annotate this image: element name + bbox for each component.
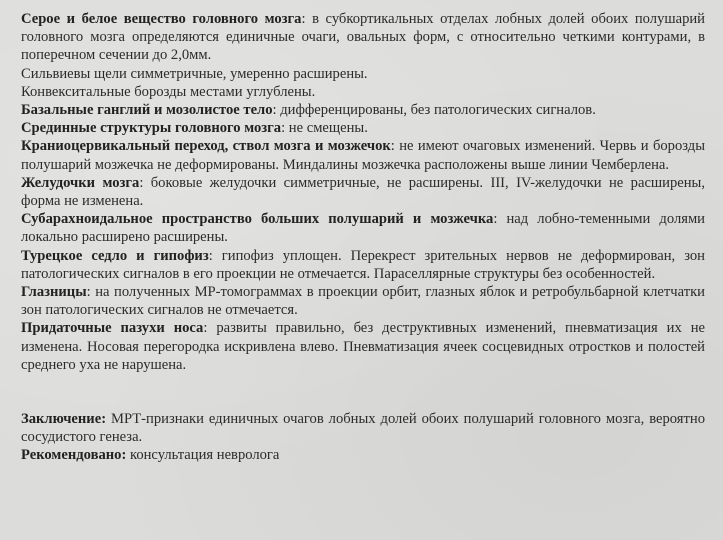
conclusion-label: Заключение: [21, 411, 107, 428]
section-label: Серое и белое вещество головного мозга [21, 11, 302, 27]
section-orbits [21, 283, 705, 319]
section-text: : на полученных МР-томограммах в проекции орбит, глазных яблок и ретробульбарной клетчатки зон патологических сигналов не отмечается. [21, 284, 705, 319]
conclusion-text: МРТ-признаки единичных очагов лобных долей обоих полушарий головного мозга, вероятно сосудистого генеза. [21, 411, 705, 446]
recommendation-label: Рекомендовано: [21, 447, 127, 464]
section-convexital-sulci [21, 83, 705, 101]
section-midline-structures [21, 119, 705, 137]
section-label: Турецкое седло и гипофиз [21, 247, 209, 264]
section-text: : развиты правильно, без деструктивных изменений, пневматизация их не изменена. Носовая перегородка искривлена влево. Пневматизация ячеек сосцевидных отростков и полостей среднего уха не нарушена. [21, 320, 705, 373]
section-label: Желудочки мозга [21, 174, 140, 191]
section-text: : дифференцированы, без патологических сигналов. [272, 102, 596, 119]
conclusion [21, 410, 705, 446]
section-label: Срединные структуры головного мозга [21, 120, 282, 137]
section-text: : боковые желудочки симметричные, не расширены. III, IV-желудочки не расширены, форма не изменена. [21, 174, 706, 210]
section-label: Краниоцервикальный переход, ствол мозга и мозжечок [21, 138, 391, 155]
section-subarachnoid [21, 210, 705, 246]
section-label: Придаточные пазухи носа [21, 320, 204, 337]
section-sylvian-fissures [21, 65, 705, 83]
section-text: : не имеют очаговых изменений. Червь и борозды полушарий мозжечка не деформированы. Миндалины мозжечка расположены выше линии Чемберлена. [21, 138, 705, 173]
section-label: Глазницы [21, 284, 87, 301]
section-basal-ganglia [21, 101, 705, 119]
recommendation-text: консультация невролога [126, 447, 280, 464]
section-sella-pituitary [21, 247, 705, 283]
section-label: Субарахноидальное пространство больших полушарий и мозжечка [21, 211, 494, 228]
spacer [21, 374, 705, 410]
section-craniocervical [21, 137, 705, 173]
section-text: Сильвиевы щели симметричные, умеренно расширены. [21, 65, 368, 82]
section-gray-white-matter [21, 10, 705, 65]
section-text: : в субкортикальных отделах лобных долей обоих полушарий головного мозга определяются единичные очаги, овальных форм, с относительно четкими контурами, в поперечном сечении до 2,0мм. [21, 11, 705, 64]
section-paranasal-sinuses [21, 319, 705, 374]
section-label: Базальные ганглий и мозолистое тело [21, 102, 273, 119]
section-text: : не смещены. [281, 120, 368, 137]
section-text: Конвекситальные борозды местами углублены. [21, 83, 316, 100]
section-text: : над лобно-теменными долями локально расширено расширены. [21, 211, 705, 246]
section-text: : гипофиз уплощен. Перекрест зрительных нервов не деформирован, зон патологических сигналов в его проекции не отмечается. Параселлярные структуры без особенностей. [21, 247, 705, 282]
section-ventricles [21, 174, 705, 210]
recommendation [21, 446, 705, 464]
